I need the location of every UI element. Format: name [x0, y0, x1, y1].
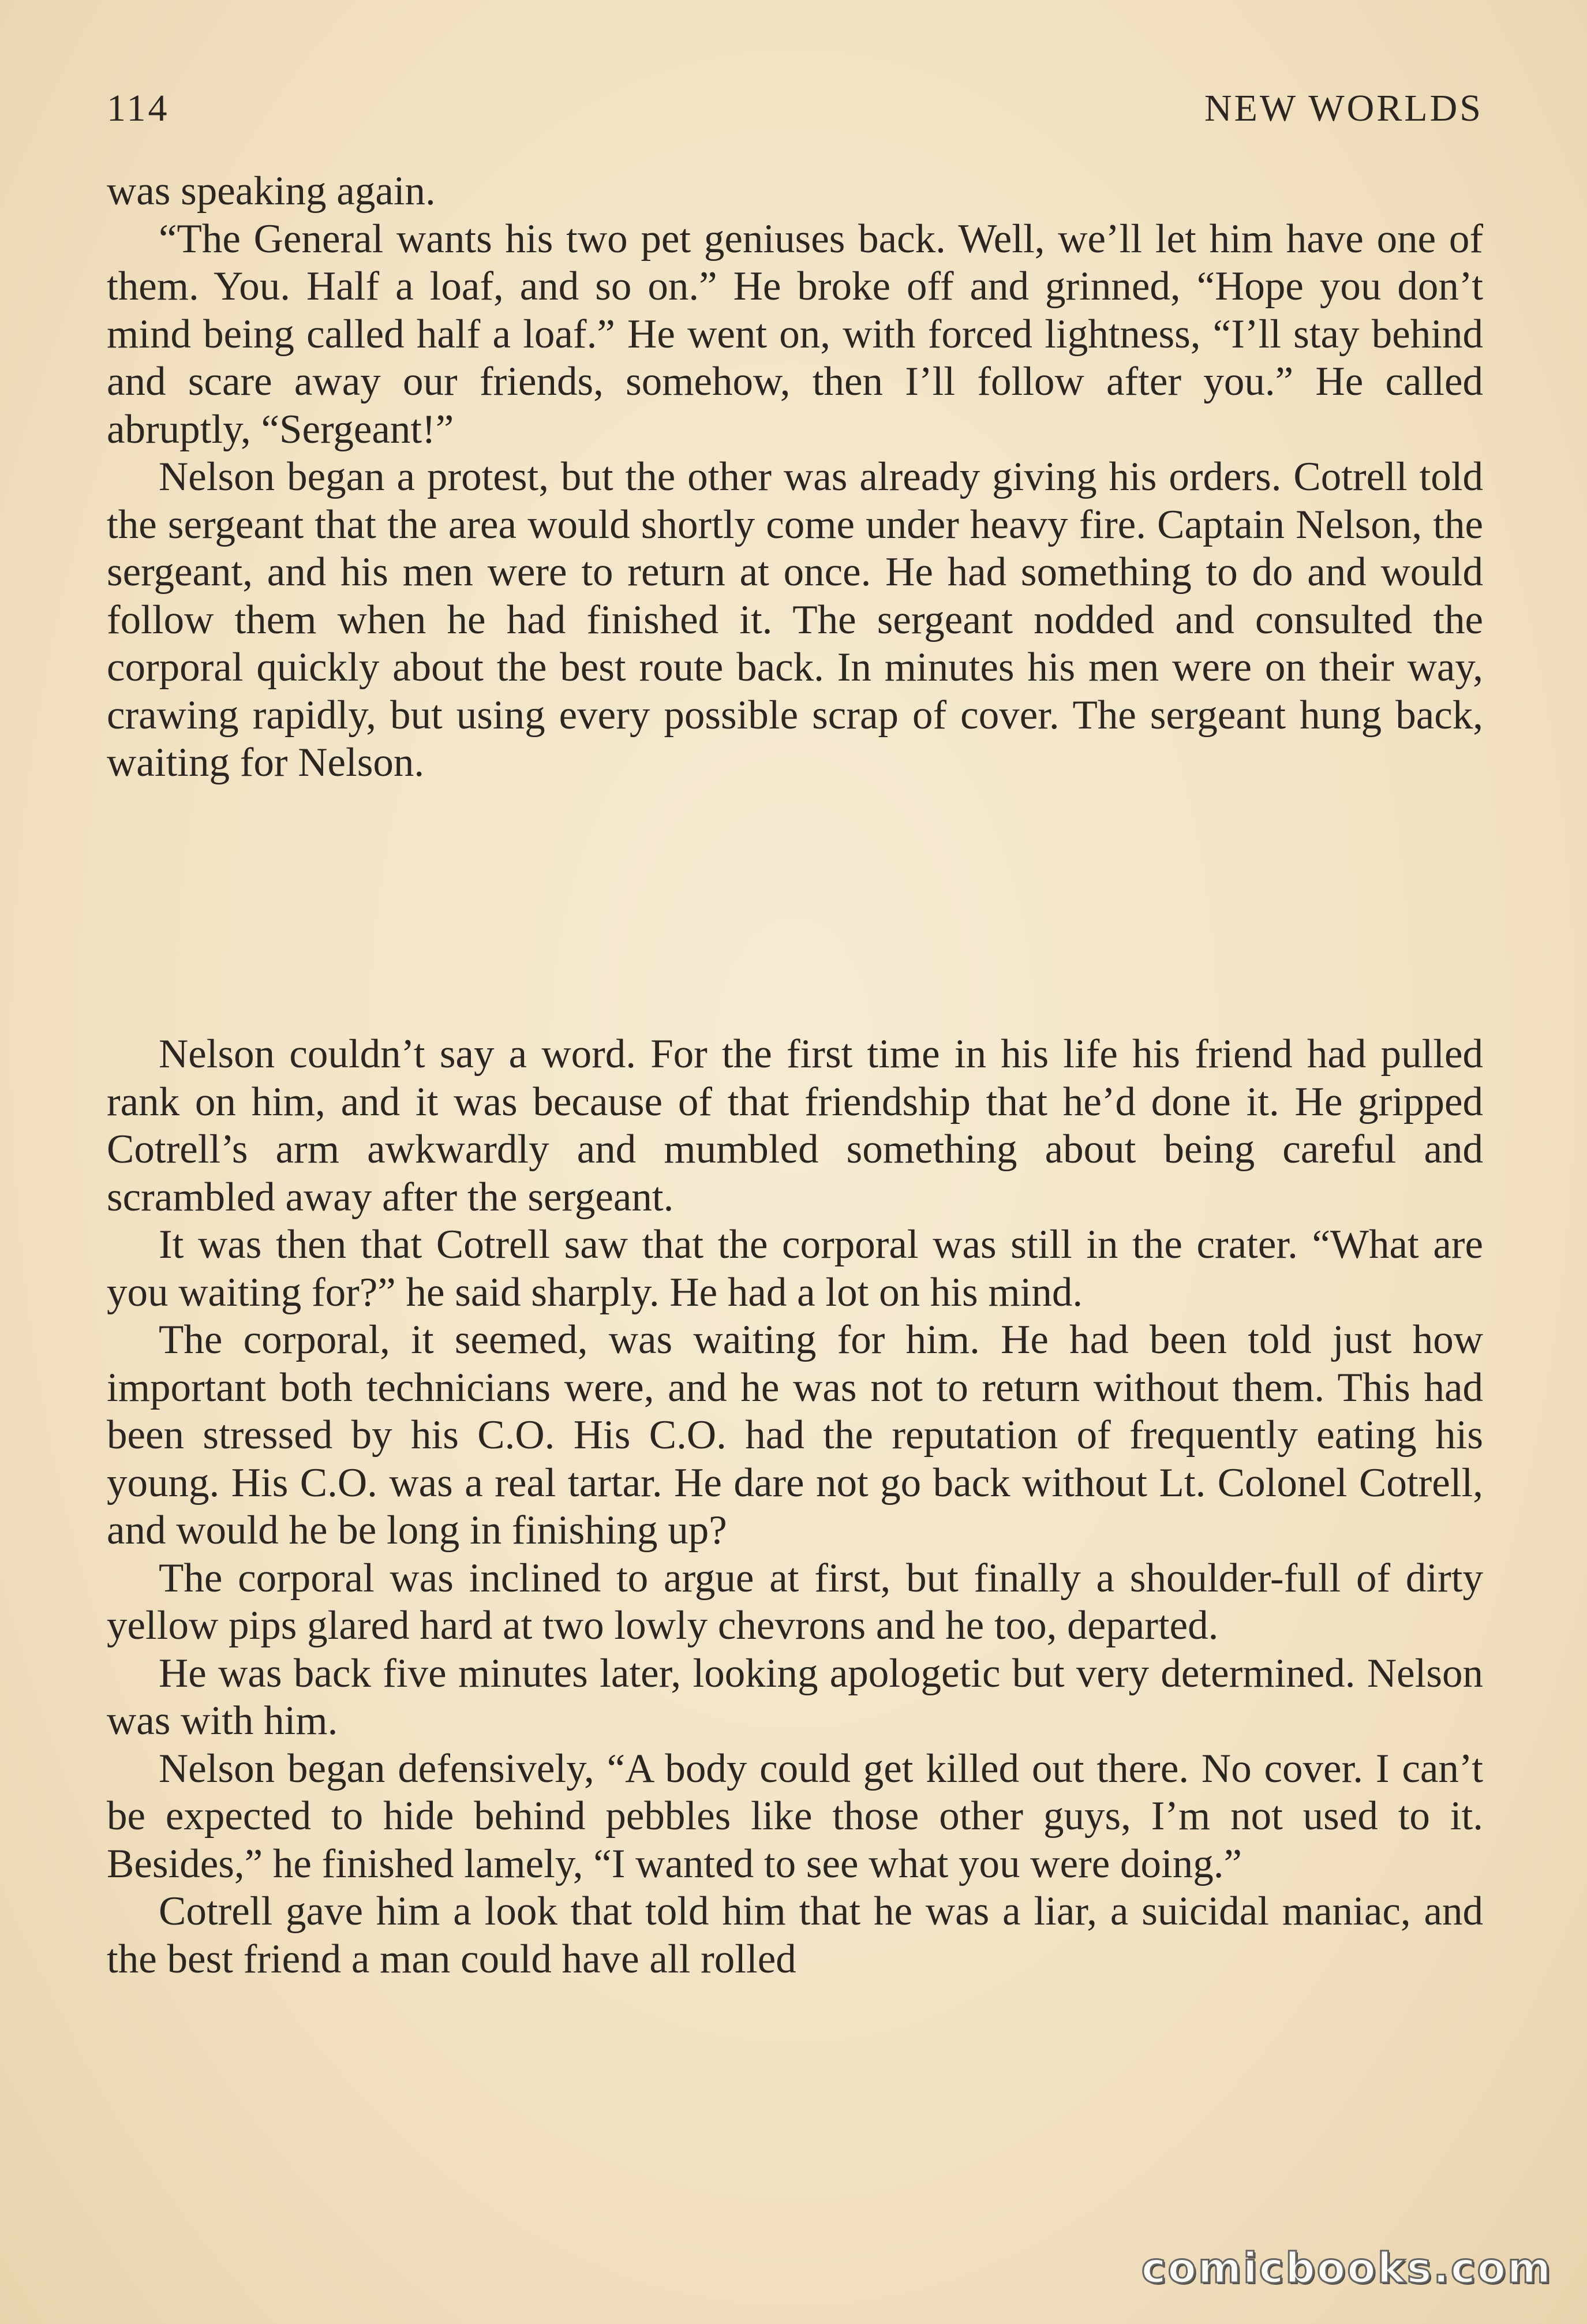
- paragraph: The corporal was inclined to argue at first, but finally a shoulder-full of dirty yellow pips glared hard at two lowly chevrons and he too, departed.: [107, 1555, 1483, 1648]
- paragraph: Nelson couldn’t say a word. For the first time in his life his friend had pulled rank on him, and it was because of that friendship that he’d done it. He gripped Cotrell’s arm awkwardly and mumbled something about being careful and scrambled away after the sergeant.: [107, 1032, 1483, 1220]
- text-block-1: [107, 167, 1483, 787]
- paragraph: “The General wants his two pet geniuses back. Well, we’ll let him have one of them. You. Half a loaf, and so on.” He broke off and grinned, “Hope you don’t mind being called half a loaf.” He went on, with forced lightness, “I’ll stay behind and scare away our friends, somehow, then I’ll follow after you.” He called abruptly, “Sergeant!”: [107, 216, 1483, 452]
- running-title: NEW WORLDS: [1204, 87, 1483, 129]
- watermark: comicbooks.com: [1141, 2244, 1552, 2292]
- paragraph: Nelson began defensively, “A body could get killed out there. No cover. I can’t be expected to hide behind pebbles like those other guys, I’m not used to it. Besides,” he finished lamely, “I wanted to see what you were doing.”: [107, 1746, 1483, 1886]
- paragraph: Cotrell gave him a look that told him that he was a liar, a suicidal maniac, and the best friend a man could have all rolled: [107, 1889, 1483, 1982]
- paragraph: was speaking again.: [107, 169, 436, 214]
- paragraph: The corporal, it seemed, was waiting for him. He had been told just how important both technicians were, and he was not to return without them. This had been stressed by his C.O. His C.O. had the reputation of frequently eating his young. His C.O. was a real tartar. He dare not go back without Lt. Colonel Cotrell, and would he be long in finishing up?: [107, 1317, 1483, 1553]
- paragraph: Nelson began a protest, but the other was already giving his orders. Cotrell told the sergeant that the area would shortly come under heavy fire. Captain Nelson, the sergeant, and his men were to return at once. He had something to do and would follow them when he had finished it. The sergeant nodded and consulted the corporal quickly about the best route back. In minutes his men were on their way, crawing rapidly, but using every possible scrap of cover. The sergeant hung back, waiting for Nelson.: [107, 454, 1483, 785]
- text-block-2: [107, 1030, 1483, 1983]
- page-number: 114: [107, 87, 170, 129]
- paragraph: It was then that Cotrell saw that the corporal was still in the crater. “What are you waiting for?” he said sharply. He had a lot on his mind.: [107, 1222, 1483, 1315]
- paragraph: He was back five minutes later, looking apologetic but very determined. Nelson was with him.: [107, 1650, 1483, 1743]
- running-head: [107, 87, 1483, 139]
